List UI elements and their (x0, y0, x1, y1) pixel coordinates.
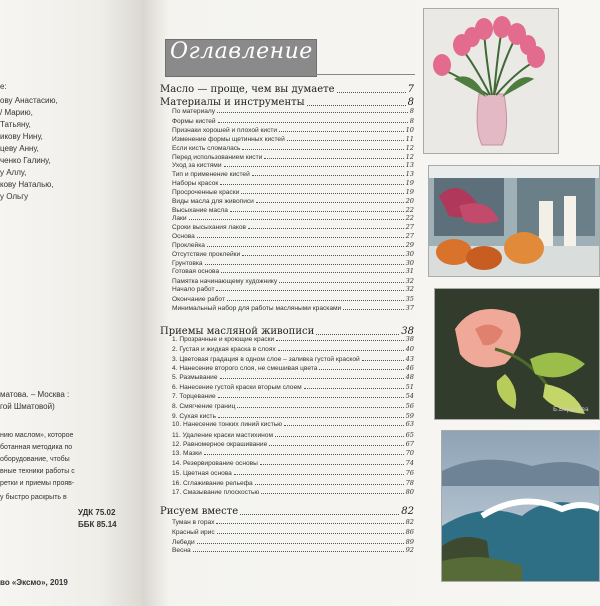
toc-entry-label: 8. Смягчение границ (172, 403, 236, 410)
bbk-code: ББК 85.14 (78, 520, 117, 529)
toc-leader-dots (343, 308, 403, 310)
toc-entry-page: 29 (405, 241, 414, 249)
toc-entry (172, 214, 414, 222)
toc-entry-label: Проклейка (172, 242, 205, 249)
toc-leader-dots (287, 139, 404, 141)
toc-entry-label: Материалы и инструменты (160, 97, 305, 108)
left-text-line: кову Наталью, (0, 180, 54, 189)
toc-entry-page: 37 (405, 304, 414, 312)
toc-entry-page: 20 (405, 197, 414, 205)
toc-leader-dots (319, 368, 403, 370)
toc-entry-page: 27 (405, 232, 414, 240)
toc-entry-page: 22 (405, 206, 414, 214)
left-text-line: Татьяну, (0, 120, 31, 129)
toc-leader-dots (216, 289, 403, 291)
toc-entry-page: 19 (405, 179, 414, 187)
toc-leader-dots (307, 104, 406, 106)
toc-entry-page: 10 (405, 126, 414, 134)
photo-seascape (441, 430, 600, 582)
toc-entry-label: 12. Равномерное окрашивание (172, 441, 268, 448)
painting-signature: Б.Борисова (553, 406, 589, 413)
toc-leader-dots (217, 111, 408, 113)
toc-entry-page: 78 (405, 479, 414, 487)
toc-entry-label: 16. Сглаживание рельефа (172, 480, 253, 487)
toc-entry-page: 38 (405, 335, 414, 343)
toc-entry (172, 232, 414, 240)
rose-illustration (435, 289, 599, 419)
tulips-illustration (424, 9, 558, 153)
toc-entry-label: 5. Размывание (172, 374, 218, 381)
toc-entry-label: Основа (172, 233, 195, 240)
seascape-illustration (442, 431, 599, 581)
toc-entry-page: 82 (401, 506, 414, 517)
toc-leader-dots (237, 406, 403, 408)
toc-entry-page: 30 (405, 250, 414, 258)
toc-entry (172, 170, 414, 178)
toc-entry-label: 15. Цветная основа (172, 470, 232, 477)
title-rule (315, 74, 415, 75)
toc-entry (172, 267, 414, 275)
toc-entry-label: Изменение формы щетинных кистей (172, 136, 285, 143)
toc-entry (172, 345, 414, 353)
toc-entry-page: 32 (405, 277, 414, 285)
left-text-line: ретки и приемы прояв- (0, 480, 75, 487)
toc-leader-dots (362, 359, 404, 361)
toc-entry (172, 250, 414, 258)
toc-entry-page: 8 (407, 97, 414, 108)
toc-leader-dots (205, 263, 404, 265)
toc-entry (172, 383, 414, 391)
toc-entry (172, 420, 414, 428)
toc-leader-dots (276, 339, 403, 341)
toc-entry (172, 197, 414, 205)
toc-entry (172, 402, 414, 410)
toc-entry-page: 40 (405, 345, 414, 353)
left-text-line: вные техники работы с (0, 468, 75, 475)
left-text-line: / Марию, (0, 108, 33, 117)
toc-entry (172, 223, 414, 231)
toc-entry-label: Отсутствие проклейки (172, 251, 241, 258)
toc-entry (172, 135, 414, 143)
toc-entry-label: Весна (172, 547, 191, 554)
toc-entry (172, 241, 414, 249)
toc-entry (172, 392, 414, 400)
left-text-line: у Ольгу (0, 192, 29, 201)
toc-entry-page: 80 (405, 488, 414, 496)
toc-leader-dots (218, 121, 408, 123)
toc-entry-label: 9. Сухая кисть (172, 413, 217, 420)
toc-entry (172, 161, 414, 169)
left-text-line: ботанная методика по (0, 444, 73, 451)
toc-entry (172, 373, 414, 381)
left-text-line: ову Анастасию, (0, 96, 58, 105)
toc-entry (172, 431, 414, 439)
toc-entry (172, 179, 414, 187)
toc-entry (172, 259, 414, 267)
toc-leader-dots (256, 201, 404, 203)
toc-entry-label: Грунтовка (172, 260, 203, 267)
toc-leader-dots (279, 130, 404, 132)
toc-entry-page: 27 (405, 223, 414, 231)
left-page (0, 0, 142, 606)
toc-entry (172, 469, 414, 477)
toc-entry-label: 1. Прозрачные и кроющие краски (172, 336, 275, 343)
pumpkins-illustration (429, 166, 599, 276)
toc-entry-label: Окончание работ (172, 296, 225, 303)
toc-entry-label: Красный ирис (172, 529, 215, 536)
toc-leader-dots (275, 435, 404, 437)
toc-entry (172, 144, 414, 152)
toc-entry-label: Уход за кистями (172, 162, 222, 169)
toc-entry-page: 89 (405, 538, 414, 546)
toc-leader-dots (220, 377, 404, 379)
toc-leader-dots (220, 183, 403, 185)
toc-entry-label: 2. Густая и жидкая краска в слоях (172, 346, 276, 353)
toc-entry-label: Минимальный набор для работы масляными красками (172, 305, 342, 312)
toc-entry-label: 17. Смазывание плоскостью (172, 489, 260, 496)
toc-entry-page: 63 (405, 420, 414, 428)
toc-entry (172, 277, 414, 285)
toc-entry (172, 126, 414, 134)
toc-entry-label: 6. Нанесение густой краски вторым слоем (172, 384, 302, 391)
toc-entry (172, 295, 414, 303)
toc-leader-dots (207, 245, 404, 247)
toc-entry (172, 335, 414, 343)
toc-entry (172, 117, 414, 125)
toc-leader-dots (242, 254, 403, 256)
toc-entry-label: Лебеди (172, 539, 195, 546)
toc-leader-dots (218, 416, 404, 418)
toc-entry-page: 74 (405, 459, 414, 467)
toc-leader-dots (218, 396, 404, 398)
toc-leader-dots (255, 483, 404, 485)
toc-entry-page: 7 (407, 84, 414, 95)
toc-leader-dots (240, 513, 399, 515)
toc-entry-label: 11. Удаление краски мастихином (172, 432, 273, 439)
toc-section (160, 84, 414, 95)
toc-entry (172, 449, 414, 457)
toc-entry-label: Высыхание масла (172, 207, 228, 214)
toc-entry-label: Тип и применение кистей (172, 171, 250, 178)
toc-entry-page: 12 (405, 144, 414, 152)
toc-leader-dots (252, 174, 404, 176)
toc-entry (172, 304, 414, 312)
toc-leader-dots (241, 192, 403, 194)
toc-entry-label: Начало работ (172, 286, 215, 293)
toc-entry-page: 59 (405, 412, 414, 420)
toc-leader-dots (189, 218, 404, 220)
toc-leader-dots (242, 148, 403, 150)
toc-entry (172, 364, 414, 372)
toc-entry (172, 188, 414, 196)
toc-entry (172, 107, 414, 115)
toc-entry-page: 46 (405, 364, 414, 372)
toc-leader-dots (204, 453, 404, 455)
left-text-line: ченко Галину, (0, 156, 51, 165)
left-text-line: нию маслом», которое (0, 432, 74, 439)
toc-entry-label: Масло — проще, чем вы думаете (160, 84, 335, 95)
toc-entry-page: 51 (405, 383, 414, 391)
toc-entry-page: 22 (405, 214, 414, 222)
toc-entry (172, 285, 414, 293)
toc-entry-page: 13 (405, 170, 414, 178)
left-text-line: у быстро раскрыть в (0, 494, 67, 501)
toc-entry (172, 459, 414, 467)
toc-leader-dots (304, 387, 404, 389)
toc-title: Оглавление (170, 39, 313, 64)
udk-code: УДК 75.02 (78, 508, 116, 517)
toc-entry-page: 65 (405, 431, 414, 439)
toc-entry (172, 440, 414, 448)
toc-entry-label: 3. Цветовая градация в одном слое – заливка густой краской (172, 356, 360, 363)
toc-entry-page: 86 (405, 528, 414, 536)
left-text-line: е: (0, 82, 7, 91)
toc-entry-page: 56 (405, 402, 414, 410)
toc-leader-dots (279, 281, 403, 283)
toc-leader-dots (197, 542, 404, 544)
toc-leader-dots (197, 236, 404, 238)
toc-entry-page: 70 (405, 449, 414, 457)
left-text-line: цеву Анну, (0, 144, 39, 153)
toc-leader-dots (193, 550, 404, 552)
toc-entry-page: 48 (405, 373, 414, 381)
left-text-line: гой Шматовой) (0, 402, 55, 411)
photo-pumpkins (428, 165, 600, 277)
toc-leader-dots (227, 299, 404, 301)
toc-entry-page: 82 (405, 518, 414, 526)
toc-leader-dots (284, 424, 403, 426)
photo-rose (434, 288, 600, 420)
photo-tulips (423, 8, 559, 154)
toc-entry-label: Сроки высыхания лаков (172, 224, 247, 231)
toc-leader-dots (260, 463, 404, 465)
toc-leader-dots (248, 227, 404, 229)
toc-leader-dots (217, 532, 404, 534)
toc-entry-label: Туман в горах (172, 519, 215, 526)
toc-entry (172, 153, 414, 161)
toc-entry-page: 43 (405, 355, 414, 363)
left-text-line: оборудование, чтобы (0, 456, 70, 463)
toc-leader-dots (261, 492, 403, 494)
toc-entry-label: Памятка начинающему художнику (172, 278, 278, 285)
toc-entry-page: 19 (405, 188, 414, 196)
toc-entry-page: 35 (405, 295, 414, 303)
toc-entry-page: 67 (405, 440, 414, 448)
toc-entry (172, 355, 414, 363)
left-text-line: икову Нину, (0, 132, 43, 141)
toc-leader-dots (234, 473, 404, 475)
toc-entry-page: 31 (405, 267, 414, 275)
publisher-line: во «Эксмо», 2019 (0, 578, 68, 587)
toc-entry-page: 8 (409, 117, 414, 125)
toc-leader-dots (221, 271, 403, 273)
toc-entry-page: 92 (405, 546, 414, 554)
toc-entry (172, 488, 414, 496)
toc-entry (172, 206, 414, 214)
toc-leader-dots (230, 210, 404, 212)
toc-entry-page: 30 (405, 259, 414, 267)
toc-leader-dots (216, 522, 403, 524)
toc-entry-label: Просроченные краски (172, 189, 240, 196)
toc-leader-dots (337, 91, 406, 93)
toc-entry-label: 7. Торцевание (172, 393, 216, 400)
toc-entry-page: 11 (405, 135, 414, 143)
toc-entry-label: 10. Нанесение тонких линий кистью (172, 421, 283, 428)
toc-entry-label: Формы кистей (172, 118, 216, 125)
toc-entry (172, 412, 414, 420)
toc-entry-label: 14. Резервирование основы (172, 460, 258, 467)
toc-entry-label: Наборы красок (172, 180, 219, 187)
toc-leader-dots (224, 165, 404, 167)
toc-entry-label: По материалу (172, 108, 216, 115)
toc-entry-page: 8 (409, 107, 414, 115)
toc-entry-label: Виды масла для живописи (172, 198, 254, 205)
toc-entry-label: Рисуем вместе (160, 506, 239, 517)
toc-entry-page: 32 (405, 285, 414, 293)
toc-entry-label: Если кисть сломалась (172, 145, 241, 152)
toc-entry-label: 13. Мазки (172, 450, 202, 457)
toc-entry-label: 4. Нанесение второго слоя, не смешивая цвета (172, 365, 318, 372)
toc-leader-dots (278, 349, 404, 351)
toc-entry-label: Готовая основа (172, 268, 220, 275)
toc-entry-label: Лаки (172, 215, 187, 222)
toc-entry (172, 528, 414, 536)
toc-entry-page: 38 (401, 326, 414, 337)
toc-entry-label: Признаки хорошей и плохой кисти (172, 127, 278, 134)
toc-entry-label: Приемы масляной живописи (160, 326, 315, 337)
left-text-line: у Аллу, (0, 168, 27, 177)
toc-leader-dots (264, 157, 403, 159)
left-text-line: матова. – Москва : (0, 390, 70, 399)
toc-entry-page: 76 (405, 469, 414, 477)
toc-section (160, 506, 414, 517)
toc-entry (172, 538, 414, 546)
toc-entry (172, 546, 414, 554)
toc-leader-dots (269, 444, 403, 446)
toc-entry (172, 518, 414, 526)
toc-entry-page: 54 (405, 392, 414, 400)
toc-entry (172, 479, 414, 487)
toc-entry-page: 12 (405, 153, 414, 161)
toc-entry-label: Перед использованием кисти (172, 154, 263, 161)
toc-entry-page: 13 (405, 161, 414, 169)
